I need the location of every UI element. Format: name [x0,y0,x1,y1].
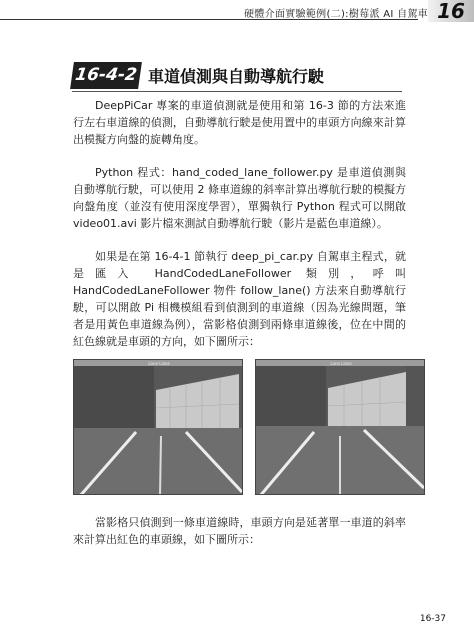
section-rule [72,91,402,92]
doorway [406,366,425,430]
window-title: Lane Lines [330,361,352,366]
running-header: 硬體介面實驗範例(二):樹莓派 AI 自駕車 [244,9,428,20]
wall-shadow [256,366,326,426]
lane-camera-frame [74,360,243,495]
lane-lines-screenshot [73,359,243,495]
body-paragraph: Python 程式：hand_coded_lane_follower.py 是車道偵測與自動導航行駛，可以使用 2 條車道線的斜率計算出導航行駛的模擬方向盤角度（並沒有使用深度學習），單獨執行 Python 程式可以開啟 video01.avi 影片檔來測試自動導航行駛（影片是藍色車道線）。 [73,166,406,230]
body-paragraph: DeepPiCar 專案的車道偵測就是使用和第 16-3 節的方法來進行左右車道線的偵測，自動導航行駛是使用置中的車頭方向線來計算出模擬方向盤的旋轉角度。 [73,99,406,146]
section-number: 16-4-2 [70,62,142,89]
body-paragraph: 如果是在第 16-4-1 節執行 deep_pi_car.py 自駕車主程式，就是匯入 HandCodedLaneFollower 類別，呼叫 HandCodedLaneFollower 物件 follow_lane() 方法來自動導航行駛，可以開啟 Pi 相機模組看到偵測到的車道線（因為光線問題，筆者是用黃色車道線為例），當影格偵測到兩條車道線後，位在中間的紅色線就是車頭的方向，如下圖所示： [73,250,406,348]
wall-shadow [74,366,154,428]
lane-camera-frame [256,360,425,495]
lane-lines-screenshot [255,359,425,495]
page-number: 16-37 [419,614,446,624]
heading-line [160,436,161,495]
section-heading [72,62,402,90]
floor [74,428,243,495]
window-title: Lane Lines [148,361,170,366]
chapter-number-tab: 16 [428,0,474,22]
body-paragraph: 當影格只偵測到一條車道線時，車頭方向是延著單一車道的斜率來計算出紅色的車頭線，如下圖所示： [73,516,406,546]
section-title: 車道偵測與自動導航行駛 [148,67,325,86]
